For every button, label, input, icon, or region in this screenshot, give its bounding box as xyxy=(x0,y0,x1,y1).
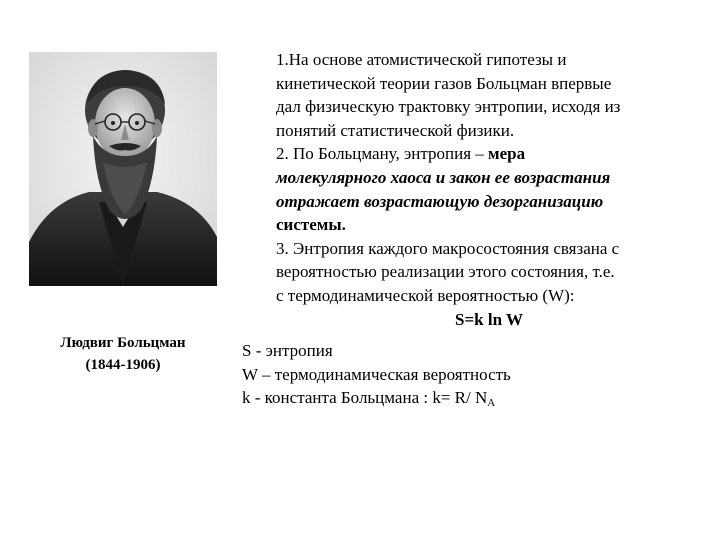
entropy-formula: S=k ln W xyxy=(455,309,523,329)
point-2-line-2: молекулярного хаоса и закон ее возрастания xyxy=(276,167,611,187)
definition-w: W – термодинамическая вероятность xyxy=(242,364,511,384)
point-1-line-2: кинетической теории газов Больцман впервые xyxy=(276,73,612,93)
definitions xyxy=(242,339,702,410)
person-years: (1844-1906) xyxy=(85,357,161,373)
point-2-bold-start: мера xyxy=(488,144,526,164)
point-2-plain: 2. По Больцману, энтропия – xyxy=(276,144,489,164)
point-1-line-1: 1.На основе атомистической гипотезы и xyxy=(276,50,567,69)
point-3-line-1: 3. Энтропия каждого макросостояния связана с xyxy=(276,238,620,258)
person-name: Людвиг Больцман xyxy=(60,335,186,351)
main-text xyxy=(276,48,696,331)
point-1-line-3: дал физическую трактовку энтропии, исходя из xyxy=(276,97,621,117)
point-2-line-1 xyxy=(276,142,696,166)
point-3-line-2: вероятностью реализации этого состояния, т.е. xyxy=(276,262,615,282)
point-3-line-3: с термодинамической вероятностью (W): xyxy=(276,285,575,305)
boltzmann-portrait xyxy=(29,52,217,286)
portrait-caption xyxy=(30,332,216,376)
definition-k xyxy=(242,386,702,410)
definition-s: S - энтропия xyxy=(242,341,333,360)
point-2-line-4 xyxy=(276,213,696,237)
point-1-line-4: понятий статистической физики. xyxy=(276,120,515,140)
definition-k-text: k - константа Больцмана : k= R/ N xyxy=(242,388,488,408)
point-2-line-3: отражает возрастающую дезорганизацию xyxy=(276,191,604,211)
point-2-bold-end: системы. xyxy=(276,215,346,235)
definition-k-subscript: A xyxy=(487,397,496,410)
